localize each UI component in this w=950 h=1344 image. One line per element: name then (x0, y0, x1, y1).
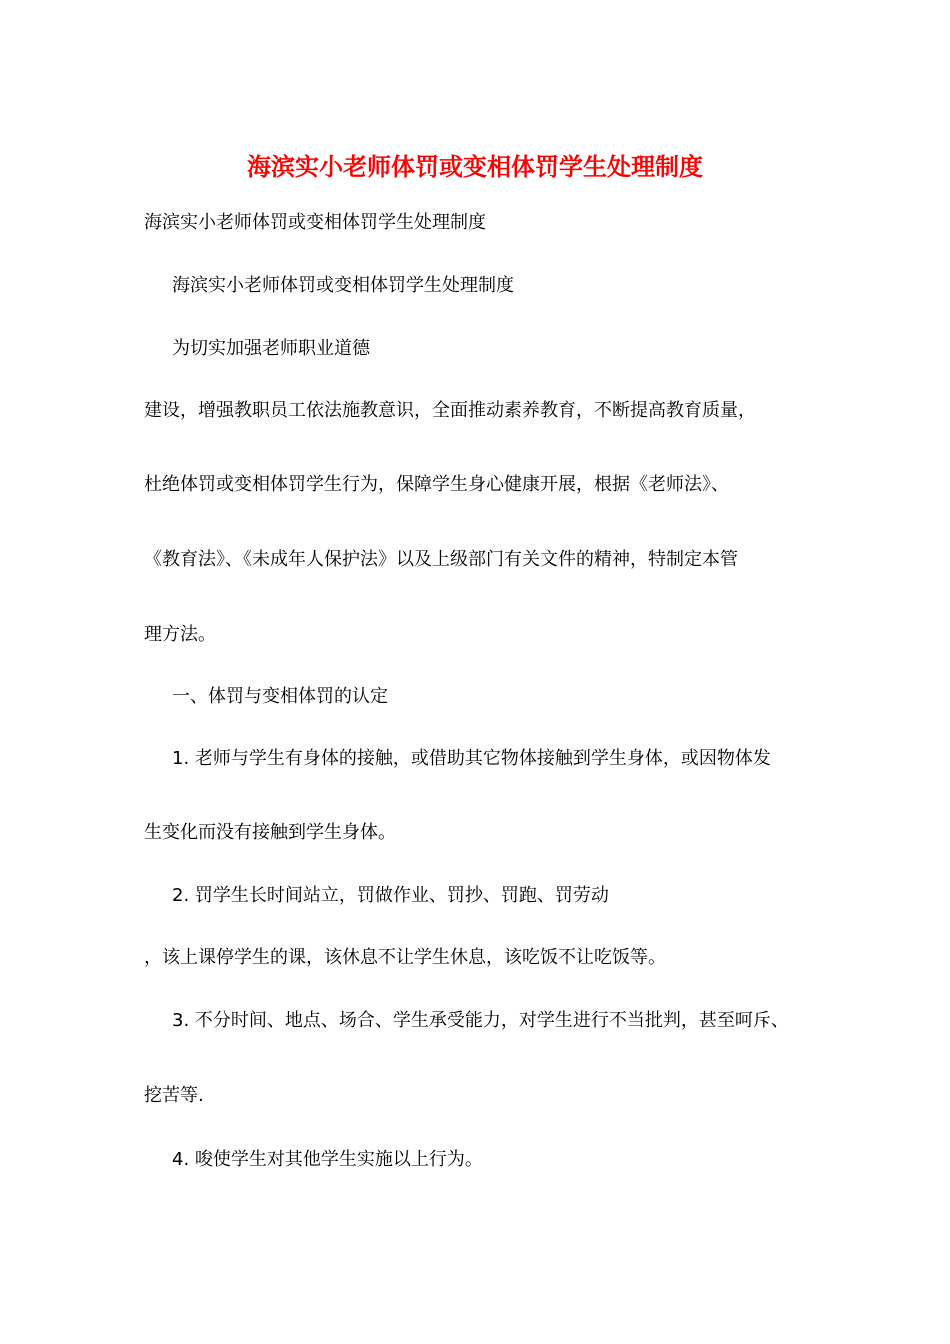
item-3-line-2: 挖苦等. (144, 1085, 204, 1106)
item-3-line-1: 3. 不分时间、地点、场合、学生承受能力，对学生进行不当批判，甚至呵斥、 (172, 1010, 789, 1031)
item-2-line-1: 2. 罚学生长时间站立，罚做作业、罚抄、罚跑、罚劳动 (172, 885, 609, 906)
item-2-line-2: ，该上课停学生的课，该休息不让学生休息，该吃饭不让吃饭等。 (144, 947, 666, 968)
item-1-line-2: 生变化而没有接触到学生身体。 (144, 822, 396, 843)
item-1-line-1: 1. 老师与学生有身体的接触，或借助其它物体接触到学生身体，或因物体发 (172, 748, 771, 769)
body-line-3: 为切实加强老师职业道德 (172, 338, 370, 359)
section-heading-1: 一、体罚与变相体罚的认定 (172, 686, 388, 707)
body-line-6: 《教育法》、《未成年人保护法》以及上级部门有关文件的精神，特制定本管 (144, 549, 738, 570)
body-line-7: 理方法。 (144, 624, 216, 645)
document-title: 海滨实小老师体罚或变相体罚学生处理制度 (247, 152, 703, 181)
body-line-5: 杜绝体罚或变相体罚学生行为，保障学生身心健康开展，根据《老师法》、 (144, 474, 729, 495)
item-4-line-1: 4. 唆使学生对其他学生实施以上行为。 (172, 1149, 483, 1170)
body-line-4: 建设，增强教职员工依法施教意识，全面推动素养教育，不断提高教育质量， (144, 400, 756, 421)
body-line-1: 海滨实小老师体罚或变相体罚学生处理制度 (144, 212, 486, 233)
body-line-2: 海滨实小老师体罚或变相体罚学生处理制度 (172, 275, 514, 296)
